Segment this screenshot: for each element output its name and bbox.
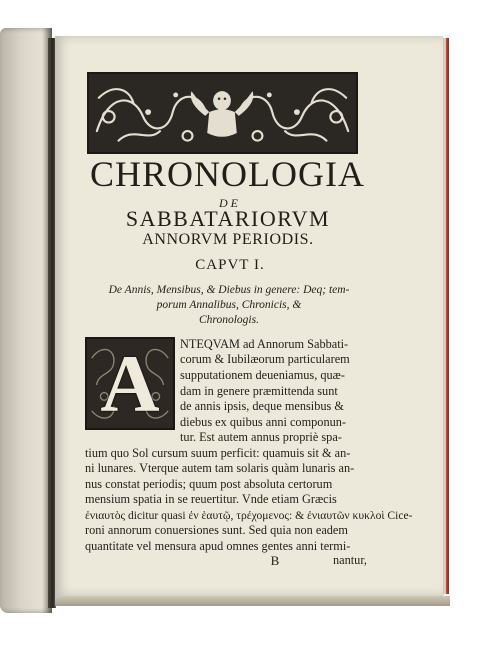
left-page (0, 28, 52, 613)
subtitle-de: DE (219, 196, 241, 210)
chapter-heading: CAPVT I. (195, 257, 265, 273)
body-line: quantitate vel mensura apud omnes gentes anni termi- (85, 539, 351, 553)
chapter-summary (100, 283, 358, 328)
drop-cap (85, 337, 175, 430)
summary-line: Chronologis. (199, 314, 259, 326)
drop-cap-letter: A (100, 337, 160, 429)
page-bottom-edge (55, 596, 450, 606)
body-line: nus constat periodis; quum post absoluta certorum (85, 477, 333, 491)
body-line: NTEQVAM ad Annorum Sabbati- (180, 337, 349, 351)
body-line: roni annorum conuersiones sunt. Sed quia non eadem (85, 523, 348, 537)
body-line: ni lunares. Vterque autem tam solaris quàm lunaris an- (85, 461, 355, 475)
body-line: dam in genere præmittenda sunt (180, 384, 338, 398)
summary-line: porum Annalibus, Chronicis, & (156, 299, 302, 311)
body-line: supputationem deueniamus, quæ- (180, 368, 345, 382)
woodcut-headpiece (87, 72, 358, 154)
body-line: tur. Est autem annus propriè spa- (180, 430, 342, 444)
body-line: mensium spatia in se reuertitur. Vnde etiam Græcis (85, 492, 337, 506)
summary-line: De Annis, Mensibus, & Diebus in genere: Deq; tem- (108, 284, 350, 296)
subtitle-line-2: ANNORVM PERIODIS. (142, 231, 314, 248)
page-edge (443, 38, 449, 594)
body-line: corum & Iubilæorum particularem (180, 352, 350, 366)
body-line: ἐνιαυτὸς dicitur quasi ἐν ἑαυτῷ, τρέχομενος: & ἐνιαυτῶν κυκλοὶ Cice- (85, 509, 413, 522)
body-line: diebus ex quibus anni componun- (180, 415, 346, 429)
body-line: tium quo Sol cursum suum perficit: quamuis sit & an- (85, 446, 351, 460)
catchword: nantur, (333, 553, 367, 567)
body-line: de annis ipsis, deque mensibus & (180, 399, 344, 413)
headpiece-pattern (89, 74, 356, 152)
page-title: CHRONOLOGIA (90, 154, 365, 194)
signature-mark: B (270, 553, 280, 568)
subtitle-line-1: SABBATARIORVM (125, 206, 331, 231)
